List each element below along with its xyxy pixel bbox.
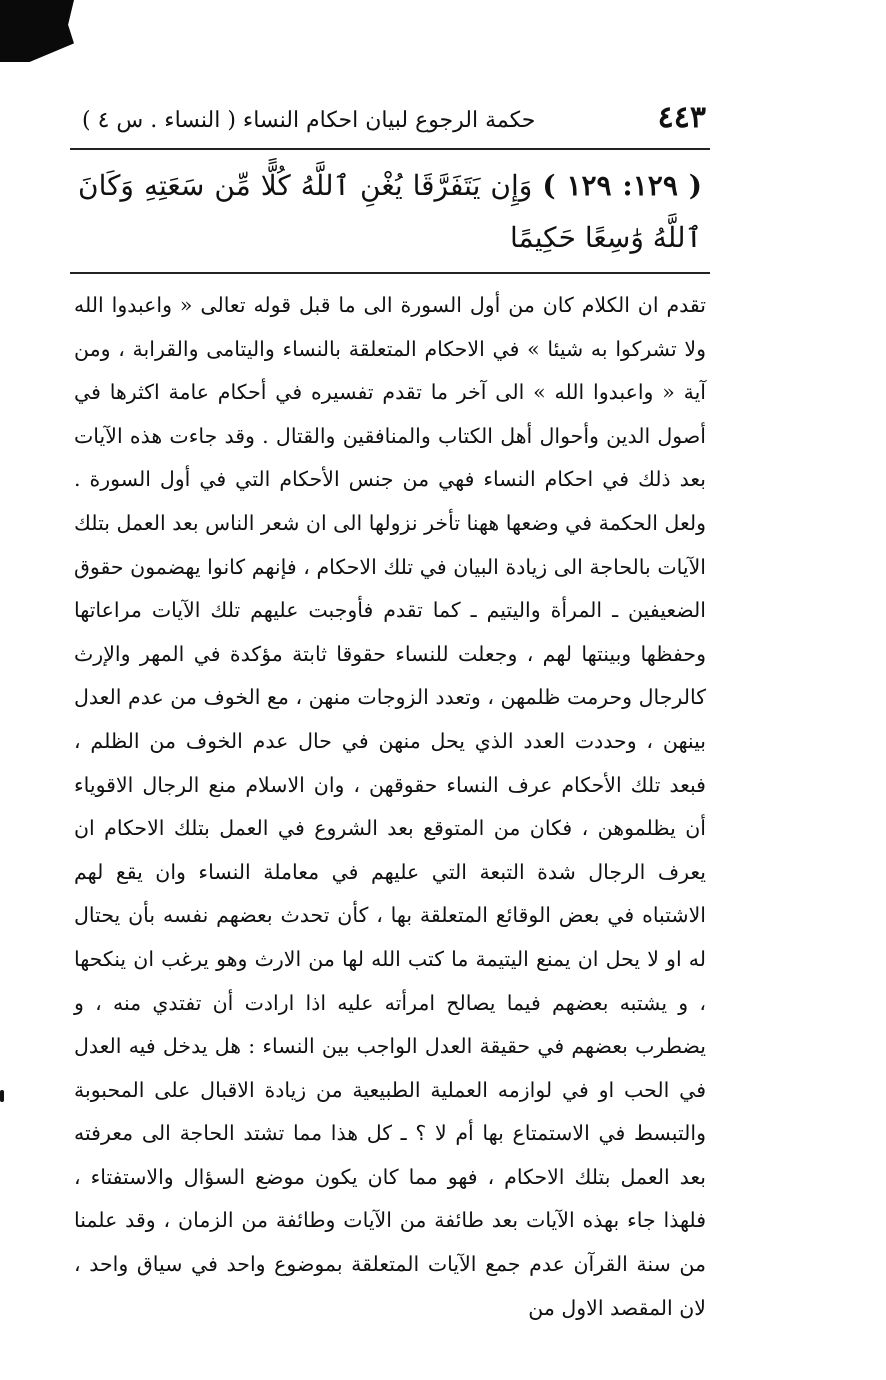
verse-reference: ( ١٢٩: ١٢٩ )	[542, 169, 703, 202]
page-header	[70, 100, 710, 150]
commentary-paragraph: تقدم ان الكلام كان من أول السورة الى ما قبل قوله تعالى « واعبدوا الله ولا تشركوا به شيئا » في الاحكام المتعلقة بالنساء واليتامى والقرابة ، ومن آية « واعبدوا الله » الى آخر ما تقدم تفسيره في أحكام عامة اكثرها في أصول الدين وأحوال أهل الكتاب والمنافقين والقتال . وقد جاءت هذه الآيات بعد ذلك في احكام النساء فهي من جنس الأحكام التي في أول السورة . ولعل الحكمة في وضعها ههنا تأخر نزولها الى ان شعر الناس بعد العمل بتلك الآيات بالحاجة الى زيادة البيان في تلك الاحكام ، فإنهم كانوا يهضمون حقوق الضعيفين ـ المرأة واليتيم ـ كما تقدم فأوجبت عليهم تلك الآيات مراعاتها وحفظها وبينتها لهم ، وجعلت للنساء حقوقا ثابتة مؤكدة في المهر والإرث كالرجال وحرمت ظلمهن ، وتعدد الزوجات منهن ، مع الخوف من عدم العدل بينهن ، وحددت العدد الذي يحل منهن في حال عدم الخوف من الظلم ، فبعد تلك الأحكام عرف النساء حقوقهن ، وان الاسلام منع الرجال الاقوياء أن يظلموهن ، فكان من المتوقع بعد الشروع في العمل بتلك الاحكام ان يعرف الرجال شدة التبعة التي عليهم في معاملة النساء وان يقع لهم الاشتباه في بعض الوقائع المتعلقة بها ، كأن تحدث بعضهم نفسه بأن يحتال له او لا يحل ان يمنع اليتيمة ما كتب الله لها من الارث وهو يرغب ان ينكحها ، و يشتبه بعضهم فيما يصالح امرأته عليه اذا ارادت أن تفتدي منه ، و يضطرب بعضهم في حقيقة العدل الواجب بين النساء : هل يدخل فيه العدل في الحب او في لوازمه العملية الطبيعية من زيادة الاقبال على المحبوبة والتبسط في الاستمتاع بها أم لا ؟ ـ كل هذا مما تشتد الحاجة الى معرفته بعد العمل بتلك الاحكام ، فهو مما كان يكون موضع السؤال والاستفتاء ، فلهذا جاء بهذه الآيات بعد طائفة من الآيات وطائفة من الزمان ، وقد علمنا من سنة القرآن عدم جمع الآيات المتعلقة بموضوع واحد في سياق واحد ، لان المقصد الاول من	[74, 293, 707, 1320]
scan-artifact	[0, 0, 74, 62]
book-page	[70, 100, 710, 1330]
verse-text: وَإِن يَتَفَرَّقَا يُغْنِ ٱللَّهُ كُلًّا مِّن سَعَتِهِ وَكَانَ ٱللَّهُ وَٰسِعًا حَكِيمًا	[78, 169, 702, 254]
running-title: حكمة الرجوع لبيان احكام النساء ( النساء . س ٤ )	[82, 108, 536, 133]
quran-verse	[70, 150, 710, 274]
scan-edge-mark	[0, 1090, 4, 1102]
page-number: ٤٤٣	[657, 100, 706, 135]
